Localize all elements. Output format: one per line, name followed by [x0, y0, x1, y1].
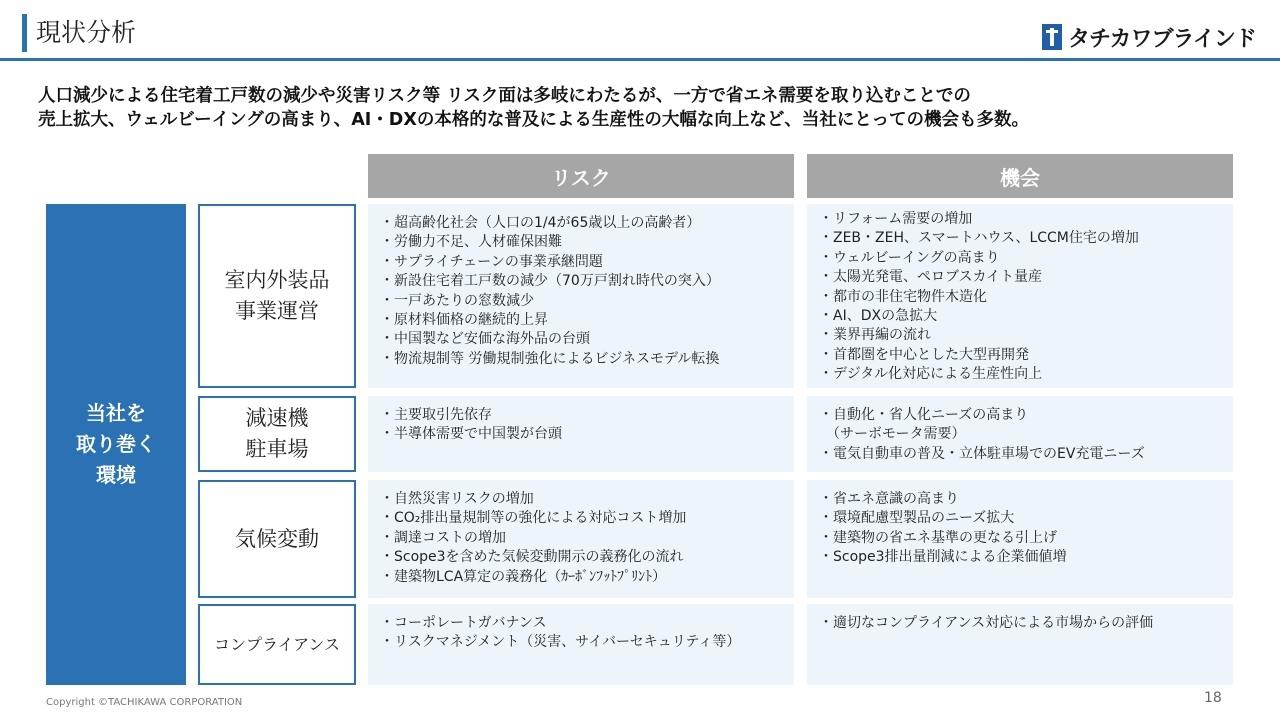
opportunity-item: ・業界再編の流れ [819, 327, 931, 344]
risk-item: ・物流規制等 労働規制強化によるビジネスモデル転換 [380, 350, 720, 367]
opportunity-item: ・自動化・省人化ニーズの高まり [819, 407, 1029, 423]
opportunity-item: ・環境配慮型製品のニーズ拡大 [819, 510, 1015, 527]
risk-column-header: リスク [368, 154, 794, 198]
risk-item: ・調達コストの増加 [380, 529, 506, 546]
opportunity-item: ・建築物の省エネ基準の更なる引上げ [819, 529, 1057, 546]
opportunity-column-header: 機会 [807, 154, 1233, 198]
opportunity-cell-row-3 [807, 480, 1233, 598]
opportunity-item: ・AI、DXの急拡大 [819, 308, 938, 325]
opportunity-cell-row-1 [807, 204, 1233, 388]
risk-cell-row-4 [368, 604, 794, 685]
opportunity-item: ・リフォーム需要の増加 [819, 211, 973, 227]
risk-item: ・サプライチェーンの事業承継問題 [380, 253, 603, 270]
category-label: 事業運営 [235, 299, 319, 323]
title-underline [0, 58, 1280, 61]
risk-item: ・Scope3を含めた気候変動開示の義務化の流れ [380, 549, 684, 566]
category-interior-exterior [198, 204, 356, 388]
opportunity-item: ・省エネ意識の高まり [819, 491, 959, 507]
risk-cell-row-3 [368, 480, 794, 598]
environment-label-line: 環境 [96, 463, 136, 487]
opportunity-item: ・首都圏を中心とした大型再開発 [819, 346, 1029, 363]
category-label: 気候変動 [235, 526, 319, 551]
opportunity-item: ・電気自動車の普及・立体駐車場でのEV充電ニーズ [819, 445, 1145, 462]
opportunity-item: ・Scope3排出量削減による企業価値増 [819, 549, 1067, 566]
opportunity-item: ・適切なコンプライアンス対応による市場からの評価 [819, 615, 1154, 631]
risk-cell-row-1 [368, 204, 794, 388]
opportunity-item: ・デジタル化対応による生産性向上 [819, 366, 1043, 383]
risk-item: ・中国製など安価な海外品の台頭 [380, 331, 590, 348]
risk-item: ・一戸あたりの窓数減少 [380, 292, 534, 309]
category-label: 駐車場 [245, 437, 309, 461]
environment-label-line: 当社を [86, 401, 146, 425]
category-reducer-parking [198, 396, 356, 472]
risk-item: ・超高齢化社会（人口の1/4が65歳以上の高齢者） [380, 215, 701, 231]
title-accent-bar [22, 14, 27, 52]
opportunity-item: ・ZEB・ZEH、スマートハウス、LCCM住宅の増加 [819, 230, 1139, 247]
category-label: 室内外装品 [224, 268, 330, 292]
risk-item: ・CO₂排出量規制等の強化による対応コスト増加 [380, 510, 687, 527]
page-number: 18 [1204, 690, 1222, 706]
opportunity-item: （サーボモータ需要） [819, 426, 966, 443]
copyright: Copyright ©TACHIKAWA CORPORATION [46, 697, 243, 708]
category-compliance [198, 604, 356, 685]
opportunity-cell-row-4 [807, 604, 1233, 685]
category-label: 減速機 [245, 406, 309, 430]
risk-item: ・リスクマネジメント（災害、サイバーセキュリティ等） [380, 634, 741, 651]
risk-item: ・原材料価格の継続的上昇 [380, 312, 548, 329]
opportunity-item: ・都市の非住宅物件木造化 [819, 288, 987, 305]
page-title: 現状分析 [36, 18, 137, 47]
risk-cell-row-2 [368, 396, 794, 472]
lead-line-2: 売上拡大、ウェルビーイングの高まり、AI・DXの本格的な普及による生産性の大幅な向上など、当社にとっての機会も多数。 [38, 110, 1029, 130]
risk-item: ・コーポレートガバナンス [380, 615, 547, 631]
risk-item: ・半導体需要で中国製が台頭 [380, 426, 562, 443]
category-label: コンプライアンス [214, 635, 340, 654]
risk-item: ・建築物LCA算定の義務化（ｶｰﾎﾞﾝﾌｯﾄﾌﾟﾘﾝﾄ） [380, 568, 667, 585]
company-logo [1042, 22, 1256, 52]
logo-mark-icon [1042, 24, 1062, 50]
lead-line-1: 人口減少による住宅着工戸数の減少や災害リスク等 リスク面は多岐にわたるが、一方で省エネ需要を取り込むことでの [38, 86, 971, 106]
opportunity-cell-row-2 [807, 396, 1233, 472]
logo-text: タチカワブラインド [1068, 26, 1256, 52]
risk-item: ・労働力不足、人材確保困難 [380, 234, 562, 251]
opportunity-item: ・太陽光発電、ペロブスカイト量産 [819, 269, 1043, 286]
environment-label-line: 取り巻く [76, 432, 156, 456]
environment-label [46, 204, 186, 685]
risk-item: ・自然災害リスクの増加 [380, 491, 534, 507]
risk-item: ・主要取引先依存 [380, 407, 492, 423]
lead-text [38, 84, 1258, 132]
category-climate-change [198, 480, 356, 598]
risk-item: ・新設住宅着工戸数の減少（70万戸割れ時代の突入） [380, 273, 720, 290]
opportunity-item: ・ウェルビーイングの高まり [819, 249, 1000, 266]
